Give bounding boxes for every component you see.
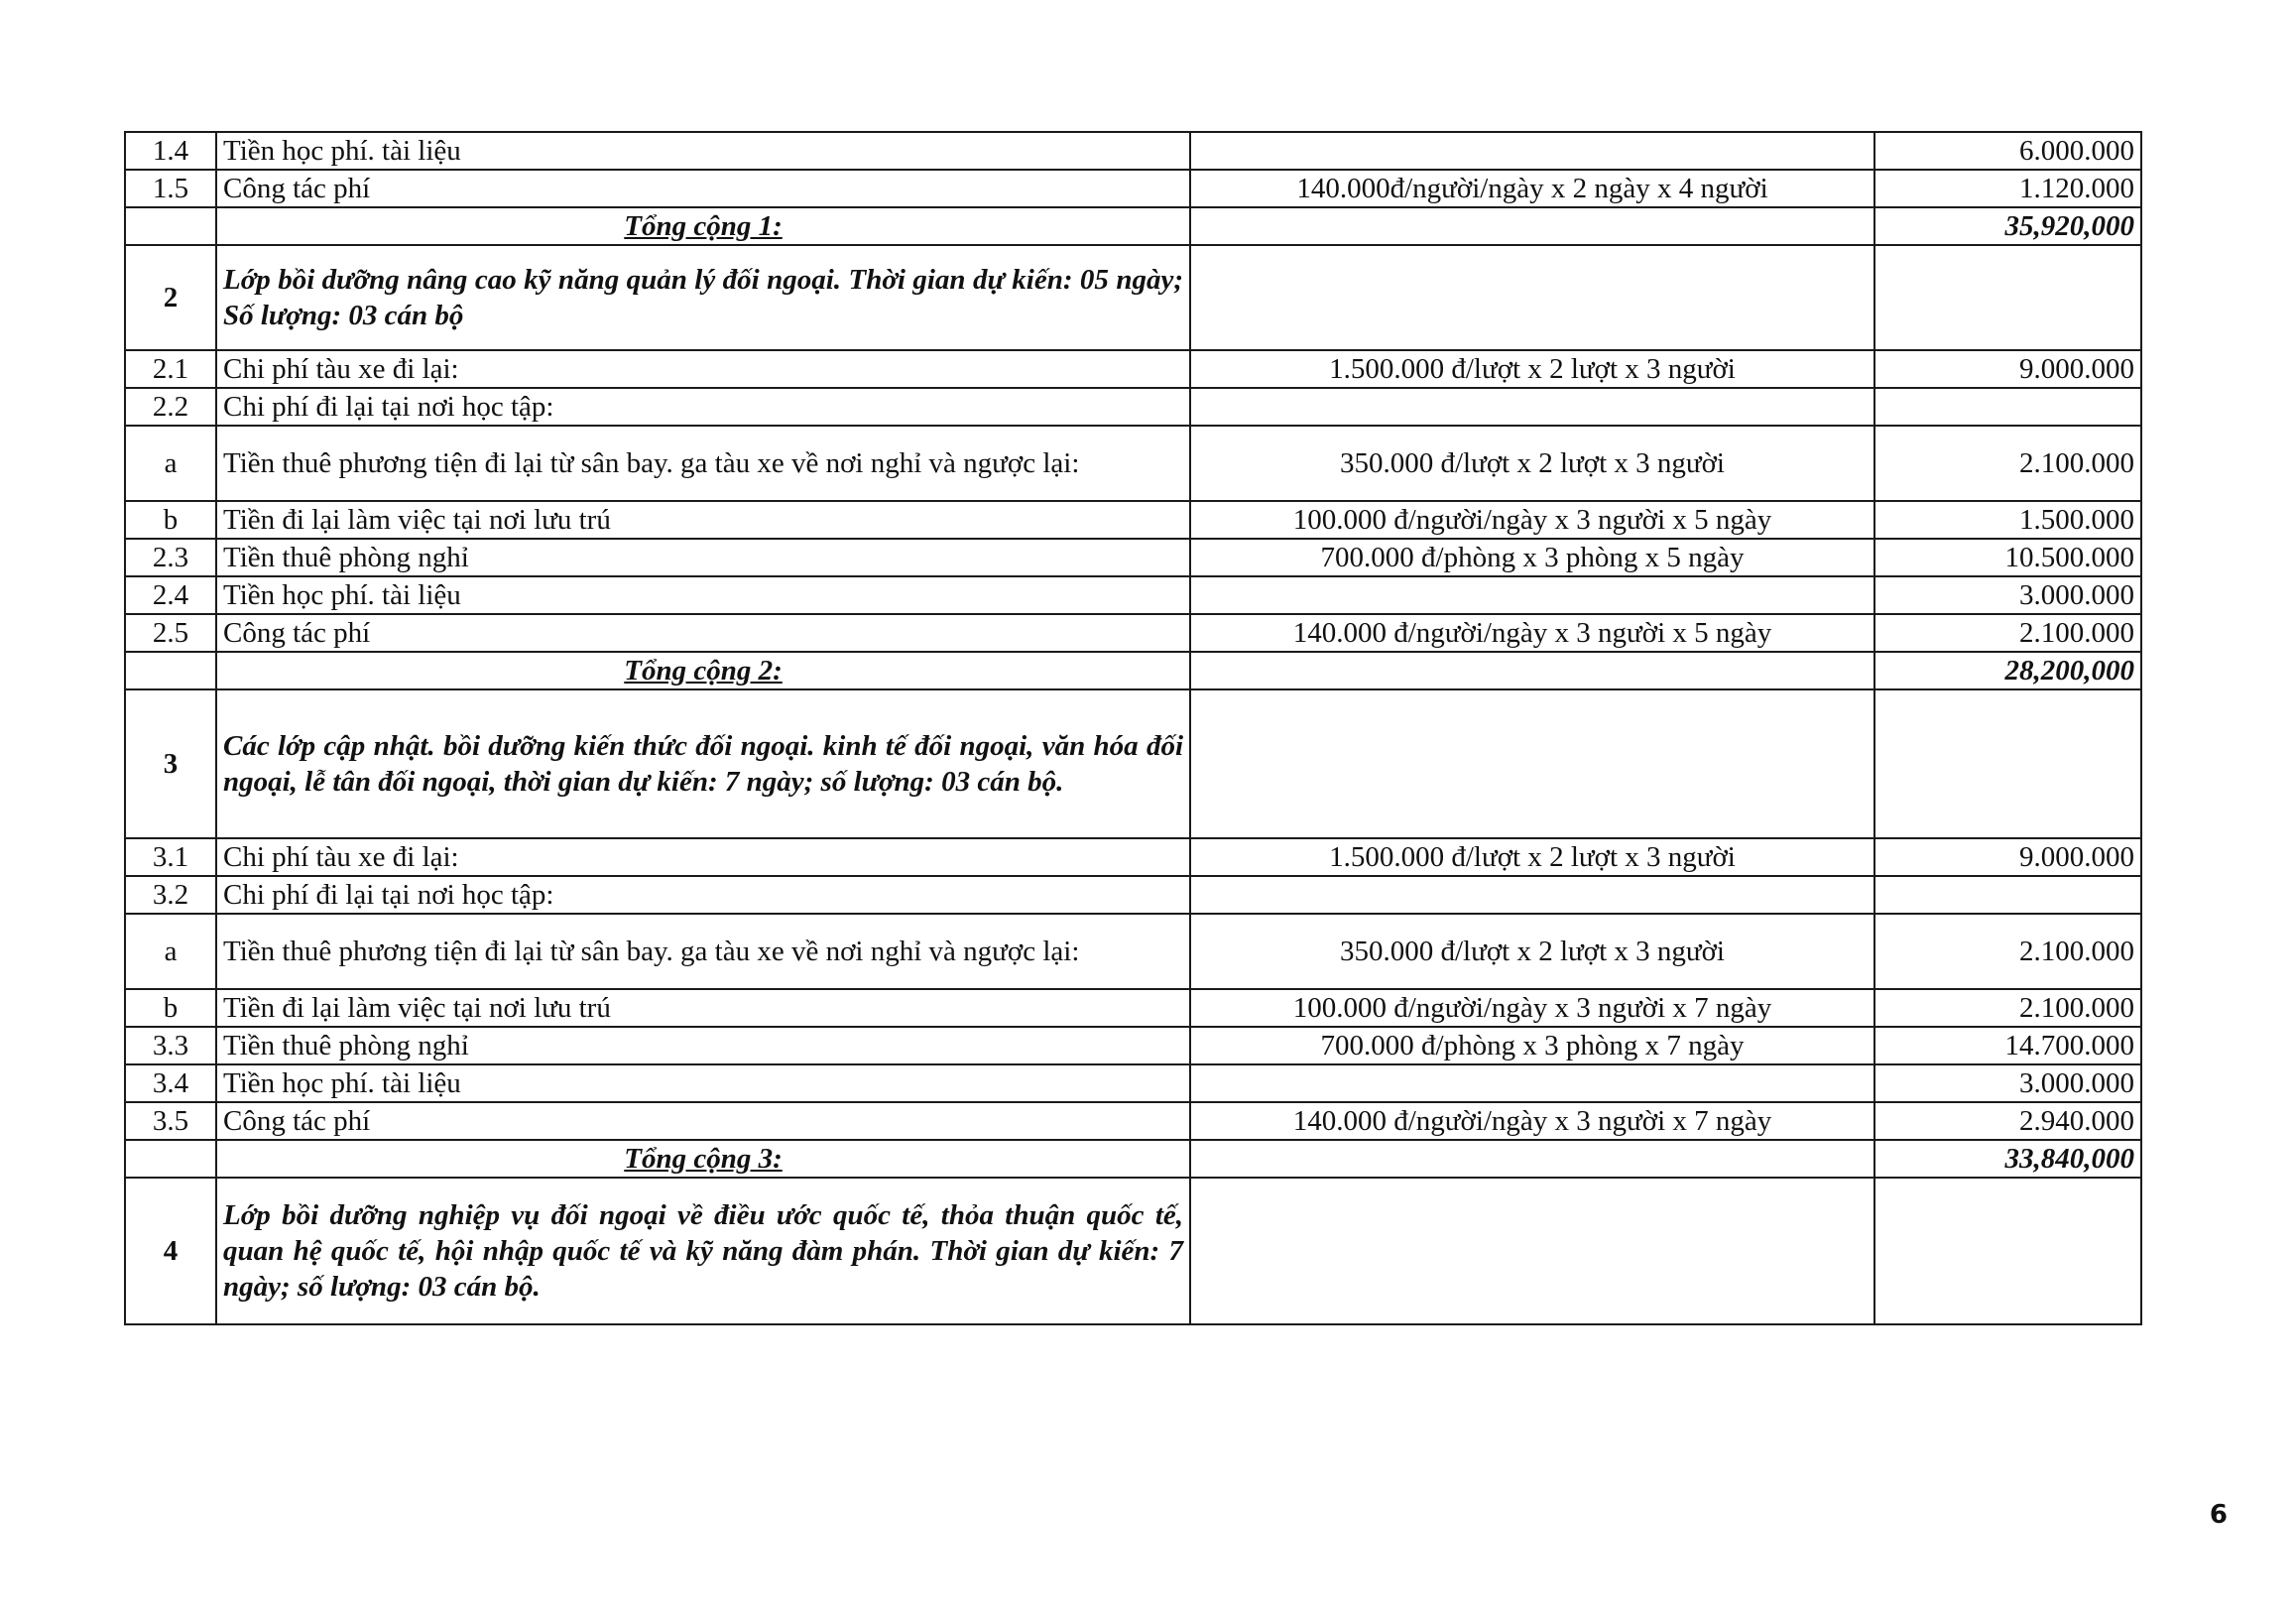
calculation-cell: 700.000 đ/phòng x 3 phòng x 7 ngày xyxy=(1190,1027,1874,1064)
calculation-cell: 350.000 đ/lượt x 2 lượt x 3 người xyxy=(1190,914,1874,989)
description-cell: Tổng cộng 2: xyxy=(216,652,1190,689)
description-cell: Tiền học phí. tài liệu xyxy=(216,1064,1190,1102)
description-cell: Công tác phí xyxy=(216,170,1190,207)
row-number-cell: 3.3 xyxy=(125,1027,216,1064)
amount-cell: 14.700.000 xyxy=(1874,1027,2141,1064)
description-cell: Tổng cộng 3: xyxy=(216,1140,1190,1178)
amount-cell: 2.100.000 xyxy=(1874,426,2141,501)
table-row xyxy=(125,132,2141,170)
description-cell: Tiền đi lại làm việc tại nơi lưu trú xyxy=(216,989,1190,1027)
description-cell: Tổng cộng 1: xyxy=(216,207,1190,245)
row-number-cell: 2.3 xyxy=(125,539,216,576)
amount-cell xyxy=(1874,1178,2141,1324)
table-row xyxy=(125,876,2141,914)
total-row xyxy=(125,207,2141,245)
section-row xyxy=(125,689,2141,838)
section-row xyxy=(125,1178,2141,1324)
description-cell: Chi phí tàu xe đi lại: xyxy=(216,838,1190,876)
row-number-cell: 1.5 xyxy=(125,170,216,207)
row-number-cell: 3.4 xyxy=(125,1064,216,1102)
row-number-cell: b xyxy=(125,989,216,1027)
table-row xyxy=(125,576,2141,614)
amount-cell xyxy=(1874,388,2141,426)
row-number-cell: 3.1 xyxy=(125,838,216,876)
calculation-cell: 1.500.000 đ/lượt x 2 lượt x 3 người xyxy=(1190,350,1874,388)
amount-cell: 2.100.000 xyxy=(1874,614,2141,652)
table-row xyxy=(125,170,2141,207)
page-number: 6 xyxy=(2209,1500,2228,1530)
row-number-cell: a xyxy=(125,426,216,501)
calculation-cell xyxy=(1190,388,1874,426)
calculation-cell xyxy=(1190,689,1874,838)
calculation-cell xyxy=(1190,207,1874,245)
amount-cell xyxy=(1874,689,2141,838)
row-number-cell xyxy=(125,1140,216,1178)
total-row xyxy=(125,652,2141,689)
amount-cell: 9.000.000 xyxy=(1874,350,2141,388)
budget-table-body xyxy=(125,132,2141,1324)
table-row xyxy=(125,350,2141,388)
row-number-cell: 1.4 xyxy=(125,132,216,170)
description-cell: Tiền thuê phương tiện đi lại từ sân bay. ga tàu xe về nơi nghỉ và ngược lại: xyxy=(216,914,1190,989)
description-cell: Chi phí đi lại tại nơi học tập: xyxy=(216,876,1190,914)
amount-cell: 3.000.000 xyxy=(1874,1064,2141,1102)
row-number-cell: a xyxy=(125,914,216,989)
calculation-cell xyxy=(1190,132,1874,170)
row-number-cell: 4 xyxy=(125,1178,216,1324)
description-cell: Tiền học phí. tài liệu xyxy=(216,132,1190,170)
amount-cell: 2.940.000 xyxy=(1874,1102,2141,1140)
amount-cell: 3.000.000 xyxy=(1874,576,2141,614)
row-number-cell: 2 xyxy=(125,245,216,350)
description-cell: Công tác phí xyxy=(216,614,1190,652)
table-row xyxy=(125,539,2141,576)
amount-cell: 10.500.000 xyxy=(1874,539,2141,576)
amount-cell: 35,920,000 xyxy=(1874,207,2141,245)
row-number-cell: 2.5 xyxy=(125,614,216,652)
row-number-cell: 3.2 xyxy=(125,876,216,914)
amount-cell: 2.100.000 xyxy=(1874,989,2141,1027)
table-row xyxy=(125,914,2141,989)
calculation-cell: 140.000đ/người/ngày x 2 ngày x 4 người xyxy=(1190,170,1874,207)
row-number-cell: 2.2 xyxy=(125,388,216,426)
description-cell: Chi phí tàu xe đi lại: xyxy=(216,350,1190,388)
amount-cell: 1.500.000 xyxy=(1874,501,2141,539)
description-cell: Lớp bồi dưỡng nghiệp vụ đối ngoại về điều ước quốc tế, thỏa thuận quốc tế, quan hệ quốc tế, hội nhập quốc tế và kỹ năng đàm phán. Thời gian dự kiến: 7 ngày; số lượng: 03 cán bộ. xyxy=(216,1178,1190,1324)
total-row xyxy=(125,1140,2141,1178)
description-cell: Tiền thuê phòng nghỉ xyxy=(216,1027,1190,1064)
calculation-cell xyxy=(1190,576,1874,614)
calculation-cell xyxy=(1190,1178,1874,1324)
table-row xyxy=(125,1027,2141,1064)
amount-cell: 1.120.000 xyxy=(1874,170,2141,207)
calculation-cell: 1.500.000 đ/lượt x 2 lượt x 3 người xyxy=(1190,838,1874,876)
calculation-cell: 100.000 đ/người/ngày x 3 người x 7 ngày xyxy=(1190,989,1874,1027)
row-number-cell: 2.4 xyxy=(125,576,216,614)
description-cell: Tiền thuê phương tiện đi lại từ sân bay. ga tàu xe về nơi nghỉ và ngược lại: xyxy=(216,426,1190,501)
budget-table xyxy=(124,131,2142,1325)
amount-cell: 9.000.000 xyxy=(1874,838,2141,876)
description-cell: Tiền học phí. tài liệu xyxy=(216,576,1190,614)
row-number-cell xyxy=(125,207,216,245)
table-row xyxy=(125,501,2141,539)
row-number-cell: b xyxy=(125,501,216,539)
table-row xyxy=(125,1102,2141,1140)
table-row xyxy=(125,614,2141,652)
description-cell: Lớp bồi dưỡng nâng cao kỹ năng quản lý đối ngoại. Thời gian dự kiến: 05 ngày; Số lượng: 03 cán bộ xyxy=(216,245,1190,350)
amount-cell xyxy=(1874,876,2141,914)
amount-cell: 33,840,000 xyxy=(1874,1140,2141,1178)
table-row xyxy=(125,838,2141,876)
row-number-cell xyxy=(125,652,216,689)
amount-cell: 2.100.000 xyxy=(1874,914,2141,989)
section-row xyxy=(125,245,2141,350)
description-cell: Tiền đi lại làm việc tại nơi lưu trú xyxy=(216,501,1190,539)
table-row xyxy=(125,1064,2141,1102)
calculation-cell xyxy=(1190,1140,1874,1178)
amount-cell: 6.000.000 xyxy=(1874,132,2141,170)
calculation-cell: 350.000 đ/lượt x 2 lượt x 3 người xyxy=(1190,426,1874,501)
calculation-cell: 140.000 đ/người/ngày x 3 người x 5 ngày xyxy=(1190,614,1874,652)
calculation-cell: 100.000 đ/người/ngày x 3 người x 5 ngày xyxy=(1190,501,1874,539)
amount-cell: 28,200,000 xyxy=(1874,652,2141,689)
calculation-cell: 700.000 đ/phòng x 3 phòng x 5 ngày xyxy=(1190,539,1874,576)
row-number-cell: 3 xyxy=(125,689,216,838)
amount-cell xyxy=(1874,245,2141,350)
description-cell: Tiền thuê phòng nghỉ xyxy=(216,539,1190,576)
table-row xyxy=(125,426,2141,501)
calculation-cell xyxy=(1190,652,1874,689)
table-row xyxy=(125,388,2141,426)
calculation-cell: 140.000 đ/người/ngày x 3 người x 7 ngày xyxy=(1190,1102,1874,1140)
calculation-cell xyxy=(1190,876,1874,914)
row-number-cell: 3.5 xyxy=(125,1102,216,1140)
description-cell: Các lớp cập nhật. bồi dưỡng kiến thức đối ngoại. kinh tế đối ngoại, văn hóa đối ngoại, lễ tân đối ngoại, thời gian dự kiến: 7 ngày; số lượng: 03 cán bộ. xyxy=(216,689,1190,838)
description-cell: Công tác phí xyxy=(216,1102,1190,1140)
row-number-cell: 2.1 xyxy=(125,350,216,388)
calculation-cell xyxy=(1190,1064,1874,1102)
description-cell: Chi phí đi lại tại nơi học tập: xyxy=(216,388,1190,426)
table-row xyxy=(125,989,2141,1027)
calculation-cell xyxy=(1190,245,1874,350)
